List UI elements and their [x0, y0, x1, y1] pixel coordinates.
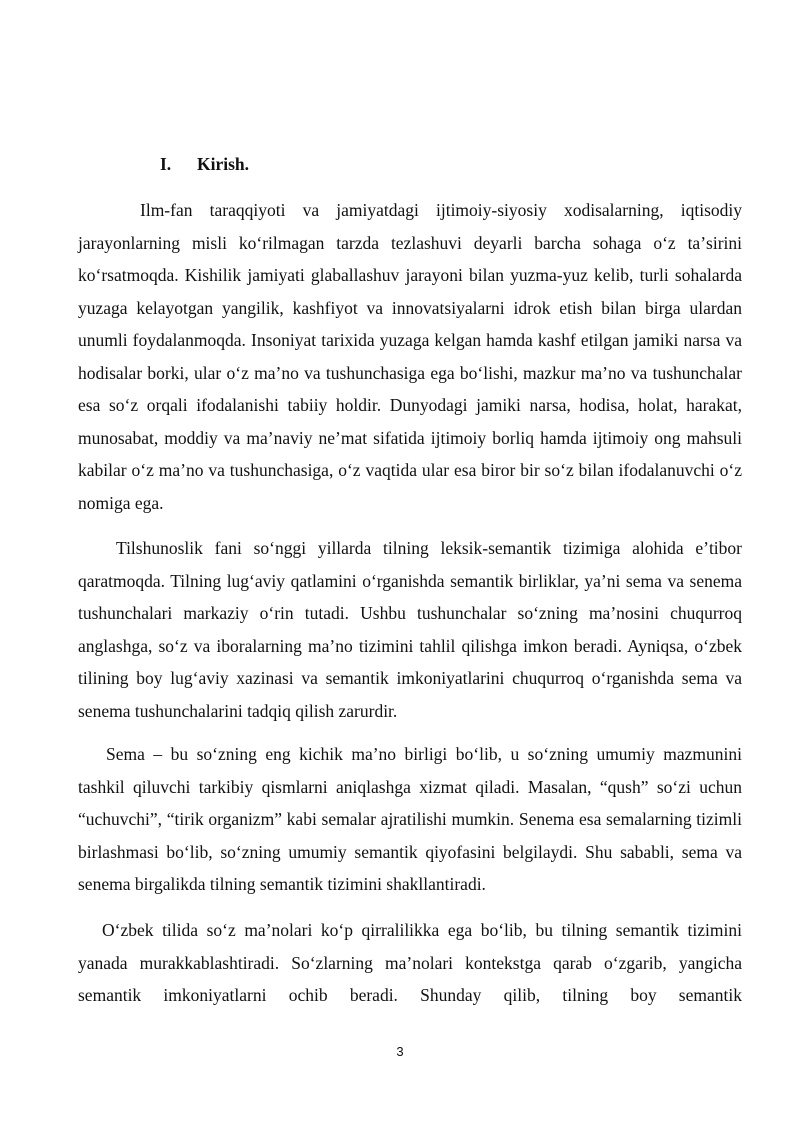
paragraph-uzbek-semantics: Oʻzbek tilida soʻz maʼnolari koʻp qirralilikka ega boʻlib, bu tilning semantik tizimini yanada murakkablashtiradi. Soʻzlarning maʼnolari kontekstga qarab oʻzgarib, yangicha semantik imkoniyatlarni ochib beradi. Shunday qilib, tilning boy semantik: [78, 920, 742, 1005]
paragraph-linguistics: Tilshunoslik fani soʻnggi yillarda tilning leksik-semantik tizimiga alohida eʼtibor qaratmoqda. Tilning lugʻaviy qatlamini oʻrganishda semantik birliklar, yaʼni sema va senema tushunchalari markaziy oʻrin tutadi. Ushbu tushunchalar soʻzning maʼnosini chuqurroq anglashga, soʻz va iboralarning maʼno tizimini tahlil qilishga imkon beradi. Ayniqsa, oʻzbek tilining boy lugʻaviy xazinasi va semantik imkoniyatlarini chuqurroq oʻrganishda sema va senema tushunchalarini tadqiq qilish zarurdir.: [78, 538, 742, 721]
paragraph-intro: Ilm-fan taraqqiyoti va jamiyatdagi ijtimoiy-siyosiy xodisalarning, iqtisodiy jarayonlarning misli koʻrilmagan tarzda tezlashuvi deyarli barcha sohaga oʻz taʼsirini koʻrsatmoqda. Kishilik jamiyati glaballashuv jarayoni bilan yuzma-yuz kelib, turli sohalarda yuzaga kelayotgan yangilik, kashfiyot va innovatsiyalarni idrok etish bilan birga ulardan unumli foydalanmoqda. Insoniyat tarixida yuzaga kelgan hamda kashf etilgan jamiki narsa va hodisalar borki, ular oʻz maʼno va tushunchasiga ega boʻlishi, mazkur maʼno va tushunchalar esa soʻz orqali ifodalanishi tabiiy holdir. Dunyodagi jamiki narsa, hodisa, holat, harakat, munosabat, moddiy va maʼnaviy neʼmat sifatida ijtimoiy borliq hamda ijtimoiy ong mahsuli kabilar oʻz maʼno va tushunchasiga, oʻz vaqtida ular esa biror bir soʻz bilan ifodalanuvchi oʻz nomiga ega.: [78, 200, 742, 513]
section-heading: [160, 152, 249, 176]
page-number: 3: [396, 1044, 404, 1059]
section-title: Kirish.: [197, 154, 250, 174]
section-number: I.: [160, 154, 172, 174]
paragraph-sema: Sema – bu soʻzning eng kichik maʼno birligi boʻlib, u soʻzning umumiy mazmunini tashkil qiluvchi tarkibiy qismlarni aniqlashga xizmat qiladi. Masalan, “qush” soʻzi uchun “uchuvchi”, “tirik organizm” kabi semalar ajratilishi mumkin. Senema esa semalarning tizimli birlashmasi boʻlib, soʻzning umumiy semantik qiyofasini belgilaydi. Shu sababli, sema va senema birgalikda tilning semantik tizimini shakllantiradi.: [78, 744, 742, 894]
